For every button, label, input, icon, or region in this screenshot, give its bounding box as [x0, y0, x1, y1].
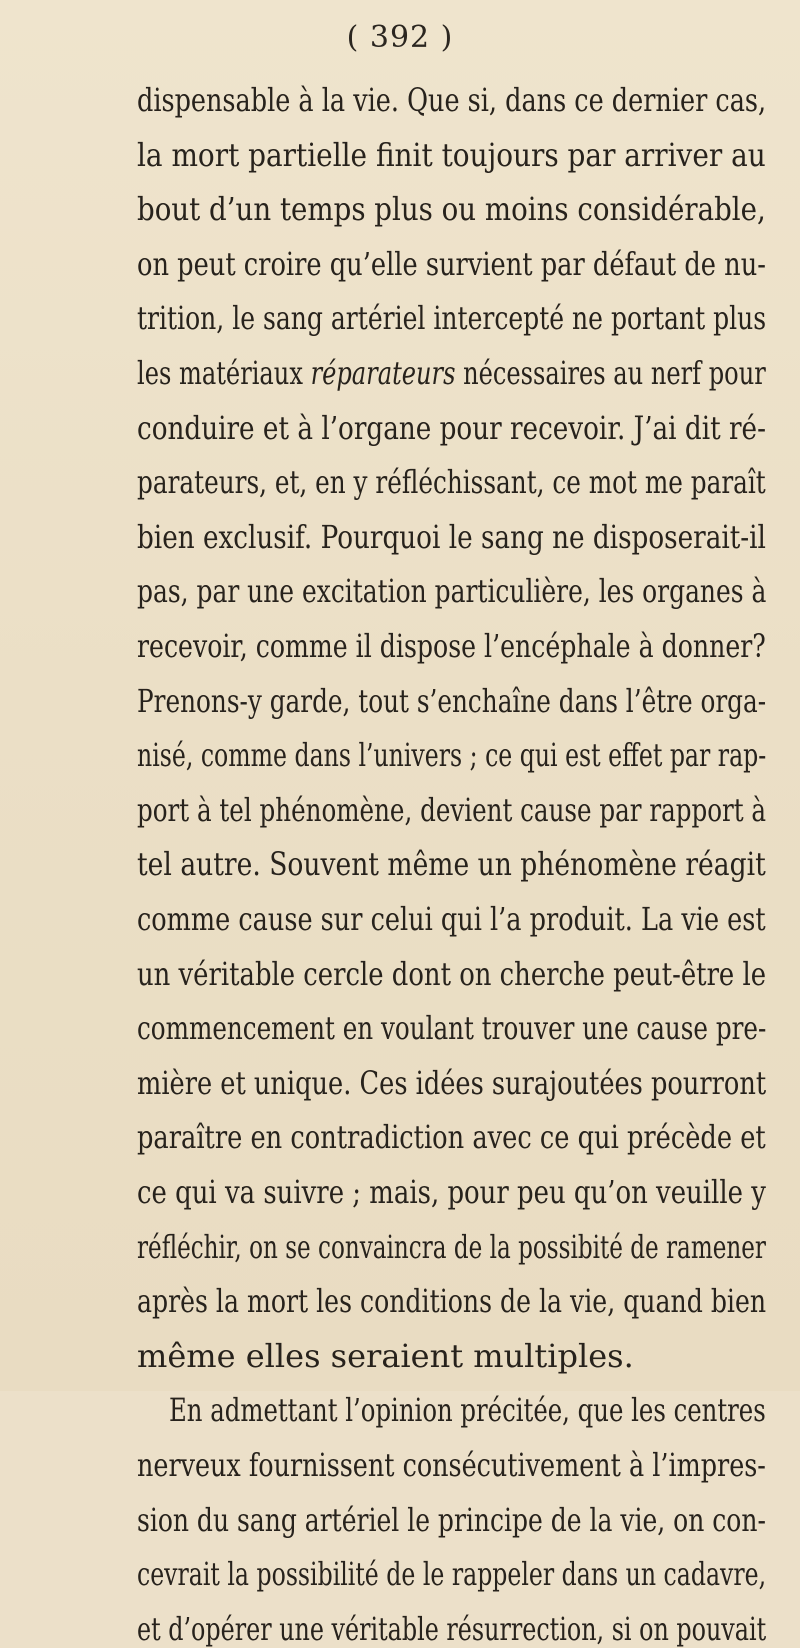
text-line: conduire et à l’organe pour recevoir. J’ai dit ré-	[137, 408, 766, 447]
text-line: recevoir, comme il dispose l’encéphale à donner?	[137, 627, 766, 665]
text-line: parateurs, et, en y réfléchissant, ce mot me paraît	[137, 463, 766, 502]
text-line: paraître en contradiction avec ce qui précède et	[137, 1118, 766, 1157]
text-line: réfléchir, on se convaincra de la possibité de ramener	[137, 1227, 766, 1266]
text-line: trition, le sang artériel intercepté ne portant plus	[137, 299, 767, 338]
text-line: ce qui va suivre ; mais, pour peu qu’on veuille y	[137, 1173, 766, 1211]
text-line: bout d’un temps plus ou moins considérable,	[137, 190, 766, 229]
text-line: nisé, comme dans l’univers ; ce qui est effet par rap-	[137, 736, 767, 775]
text-line: on peut croire qu’elle survient par défaut de nu-	[137, 244, 766, 283]
text-line: mière et unique. Ces idées surajoutées pourront	[137, 1063, 767, 1102]
text-line: Prenons-y garde, tout s’enchaîne dans l’être orga-	[137, 681, 767, 720]
text-line: après la mort les conditions de la vie, quand bien	[137, 1282, 767, 1321]
text-line: port à tel phénomène, devient cause par rapport à	[137, 790, 767, 829]
text-line: comme cause sur celui qui l’a produit. La vie est	[137, 900, 766, 938]
text-line: bien exclusif. Pourquoi le sang ne disposerait-il	[137, 517, 766, 556]
text-line: commencement en voulant trouver une cause pre-	[137, 1009, 767, 1048]
text-line: et d’opérer une véritable résurrection, si on pouvait	[137, 1609, 767, 1648]
text-line: sion du sang artériel le principe de la vie, on con-	[137, 1500, 766, 1539]
text-line: tel autre. Souvent même un phénomène réagit	[137, 845, 766, 884]
text-line: un véritable cercle dont on cherche peut-être le	[137, 954, 767, 993]
emphasis-word: réparateurs	[310, 354, 456, 392]
text-line: même elles seraient multiples.	[137, 1336, 634, 1375]
text-line: pas, par une excitation particulière, les organes à	[137, 572, 767, 611]
text-line: la mort partielle finit toujours par arriver au	[137, 135, 766, 174]
text-line: nerveux fournissent consécutivement à l’impres-	[137, 1446, 766, 1484]
text-line: dispensable à la vie. Que si, dans ce dernier cas,	[137, 81, 767, 119]
text-line: cevrait la possibilité de le rappeler dans un cadavre,	[137, 1555, 767, 1594]
text-line: les matériaux réparateurs nécessaires au nerf pour	[137, 354, 766, 392]
text-line: En admettant l’opinion précitée, que les centres	[169, 1391, 766, 1430]
page-number: ( 392 )	[346, 20, 454, 55]
